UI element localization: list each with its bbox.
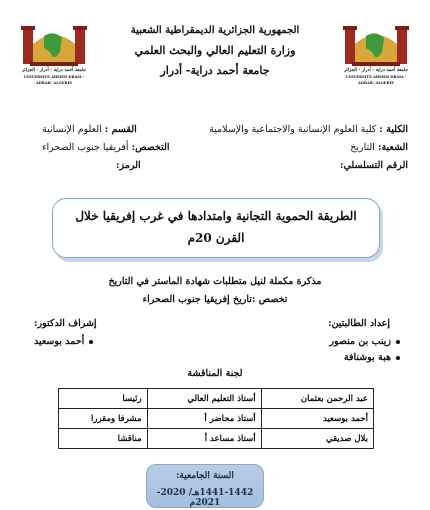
bullet-icon [89,340,93,344]
thesis-description: مذكرة مكملة لنيل متطلبات شهادة الماستر في التاريخ [108,276,322,287]
jury-member-name: عبد الرحمن بعثمان [261,389,373,409]
logo-caption-french: UNIVERSITE AHMED DRAIA -ADRAR- ALGERIE [345,75,407,85]
jury-member-role: مشرفا ومقررا [59,409,148,429]
academic-year-label: السنة الجامعية: [176,471,234,481]
branch-info [350,142,408,153]
specialty-label: التخصص: [131,142,170,153]
serial-number-info [340,160,408,171]
table-row [59,389,374,409]
jury-member-name: بلال صديقي [261,429,373,449]
university-logo-left [18,22,90,86]
thesis-title-line1: الطريقة الحموية التجانية وامتدادها في غرب إفريقيا خلال [75,209,357,223]
college-label: الكلية : [379,124,408,135]
bullet-icon [396,356,400,360]
logo-caption-arabic: جامعة أحمد دراية - أدرار - الجزائر [21,68,87,73]
branch-label: الشعبة: [377,142,408,153]
jury-title: لجنة المناقشة [187,368,243,379]
jury-table [58,388,374,449]
department-info [42,124,137,135]
serial-label: الرقم التسلسلي: [339,160,408,171]
jury-member-rank: أستاذ محاضر أ [147,409,261,429]
thesis-title-line2: القرن 20م [187,231,245,245]
table-row [59,409,374,429]
thesis-title-box [52,198,380,258]
supervisor-item [34,336,93,347]
jury-member-name: أحمد بوسعيد [261,409,373,429]
thesis-specialty: تخصص :تاريخ إفريقيا جنوب الصحراء [142,294,288,305]
jury-member-rank: أستاذ مساعد أ [147,429,261,449]
logo-caption-french: UNIVERSITE AHMED DRAIA -ADRAR- ALGERIE [23,75,85,85]
academic-year-value: 1441-1442هـ/ 2020- 2021م [156,488,254,508]
academic-year-box [146,464,264,508]
department-label: القسم : [104,124,137,135]
supervisor-name: أحمد بوسعيد [34,336,85,347]
code-label: الرمز: [116,160,141,171]
student-name: هبة بوشنافة [343,352,391,363]
specialty-info [42,142,169,153]
branch-value: التاريخ [350,142,375,153]
students-label: إعداد الطالبتين: [328,318,390,329]
student-name: زينب بن منصور [329,336,391,347]
student-item [344,352,400,363]
student-item [329,336,400,347]
ministry-name: وزارة التعليم العالي والبحث العلمي [134,44,296,57]
jury-member-role: رئيسا [59,389,148,409]
college-value: كلية العلوم الإنسانية والاجتماعية والإسلامية [209,124,377,135]
bullet-icon [396,340,400,344]
code-info [116,160,141,171]
supervisor-label: إشراف الدكتور: [34,318,97,329]
republic-name: الجمهورية الجزائرية الديمقراطية الشعبية [130,25,300,36]
college-info [209,124,408,135]
jury-member-role: مناقشا [59,429,148,449]
jury-member-rank: أستاذ التعليم العالي [147,389,261,409]
university-logo-right [340,22,412,86]
table-row [59,429,374,449]
specialty-value: أفريقيا جنوب الصحراء [42,142,129,153]
university-name: جامعة أحمد دراية- أدرار [160,64,270,77]
department-value: العلوم الإنسانية [42,124,102,135]
logo-caption-arabic: جامعة أحمد دراية - أدرار - الجزائر [343,68,409,73]
